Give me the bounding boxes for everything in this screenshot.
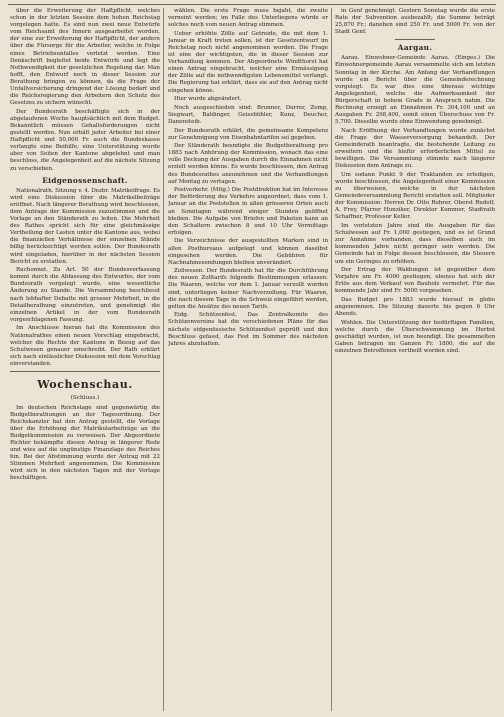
paragraph: Zollwesen. Der Bundesrath hat für die Durchführung des neuen Zolltarifs folgende Bestimmungen erlassen: Die Waaren, welche vor dem 1. Januar verzollt worden sind, unterliegen keiner Nachverzollung. Für Waaren, die nach diesem Tage in die Schweiz eingeführt werden, gelten die Ansätze des neuen Tarifs. — [168, 268, 328, 310]
column-middle — [168, 8, 328, 712]
paragraph: über die Erweiterung der Haftpflicht, welches schon in der letzten Session dem hohen Reichstag vorgelegen hatte. Es sind nun zwei neue Entwürfe vom Reichsamt des Innern ausgearbeitet worden, der eine zur Erweiterung der Haftpflicht, der andere über die Fürsorge für die Arbeiter, welche in Folge eines Betriebsunfalles verletzt werden. Eine Denkschrift begleitet beide Entwürfe und legt die Nothwendigkeit der gesetzlichen Regelung dar. Man hofft, den Entwurf noch in dieser Session zur Berathung bringen zu können, da die Frage der Unfallversicherung dringend der Lösung bedarf und die Reichsregierung den Arbeitern den Schutz des Gesetzes zu sichern wünscht. — [10, 8, 160, 107]
paragraph: Im Anschlusse hieran hat die Kommission des Nationalrathes einen neuen Vorschlag eingebracht, welcher die Rechte der Kantone in Bezug auf das Schulwesen genauer umschreibt. Der Rath erklärt sich nach einlässlicher Diskussion mit dem Vorschlag einverstanden. — [10, 325, 160, 367]
section-rule — [10, 371, 160, 372]
paragraph: wählen. Die erste Frage muss bejaht, die zweite verneint werden; im Falle des Unterliegens würde er solches noch vom neuen Antrag stimmen. — [168, 8, 328, 29]
paragraph: Das Budget pro 1883 wurde hierauf in globo angenommen. Die Sitzung dauerte bis gegen 6 Uhr Abends. — [335, 296, 495, 318]
section-subheading: (Schluss.) — [70, 395, 100, 401]
paragraph: Der Ertrag der Waldungen ist gegenüber dem Vorjahre um Fr. 4000 gestiegen, ebenso hat sich der Erlös aus dem Verkauf von Bauholz vermehrt. Für das kommende Jahr sind Fr. 5000 vorgesehen. — [335, 267, 495, 295]
paragraph: in Genf genehmigt. Gestern Sonntag wurde die erste Rate der Subvention ausbezahlt; die Summe beträgt 25,870 Fr.; daneben sind 250 Fr. und 5000 Fr. von der Stadt Genf. — [335, 8, 495, 36]
paragraph: Der Bundesrath erklärt, die gemeinsame Kompetenz zur Genehmigung von Eisenbahntarifen sei gegeben. — [168, 127, 328, 141]
column-left — [10, 8, 160, 712]
section-rule — [395, 39, 435, 40]
paragraph: Der Bundesrath beschäftigte sich in der abgelaufenen Woche hauptsächlich mit dem Budget. Bekanntlich müssen Gehaltsforderungen nicht gestellt werden. Nun erhält jeder Arbeiter bei einer Haftpflicht und 50,000 Fr. auch die Bundeskasse verlangte eine Beihilfe; eine Unterstützung wurde aber von Seiten der Kantone abgelehnt und man beschloss, die Angelegenheit auf die nächste Sitzung zu verschieben. — [10, 108, 160, 172]
paragraph: Ruchonnet. Zu Art. 50 der Bundesverfassung kommt durch die Abfassung des Entwurfes, der vom Bundesrath vorgelegt wurde, eine wesentliche Änderung zu Stande. Die Versammlung beschliesst nach lebhafter Debatte mit grosser Mehrheit, in die Detailberathung einzutreten, und genehmigt die einzelnen Artikel in der vom Bundesrath vorgeschlagenen Fassung. — [10, 267, 160, 323]
paragraph: Hier wurde abgeändert. — [174, 96, 242, 103]
paragraph: Um sodann Punkt 9 der Traktanden zu erledigen, wurde beschlossen, die Angelegenheit einer Kommission zu überweisen, welche in der nächsten Gemeindeversammlung Bericht erstatten soll. Mitglieder der Kommission: Herren Dr. Otto Rohrer, Oberst Rudolf, A. Frey, Pfarrer Hunziker, Direktor Kummer, Stadtrath Schaffner, Professor Keller. — [335, 171, 495, 221]
paragraph: Die Verzeichnisse der ausgestellten Marken sind in allen Postbureaus aufgelegt und können daselbst eingesehen werden. Die Gebühren für Nachnahmesendungen bleiben unverändert. — [168, 238, 328, 266]
top-rule — [8, 4, 496, 5]
column-right — [335, 8, 495, 712]
section-heading-wochenschau: Wochenschau. — [37, 378, 133, 391]
paragraph: Nationalrath. Sitzung v. 4. Dezbr. Matrikelfrage. Es wird eine Diskussion über die Matrikelbeiträge eröffnet. Nach längerer Berathung wird beschlossen, dem Antrage der Kommission zuzustimmen und die Vorlage an den Ständerath zu leiten. Die Mehrheit des Rathes spricht sich für eine gleichmässige Vertheilung der Lasten unter die Kantone aus, wobei die finanziellen Verhältnisse der einzelnen Stände billig berücksichtigt werden sollen. Der Bundesrath wird eingeladen, hierüber in der nächsten Session Bericht zu erstatten. — [10, 187, 160, 265]
section-heading-aargau: Aargau. — [397, 43, 433, 53]
section-heading-eidgenossenschaft: Eidgenossenschaft. — [42, 175, 128, 185]
paragraph: Eidg. Schützenfest. Das Zentralkomite des Schützenvereins hat die verschiedenen Pläne für das nächste eidgenössische Schützenfest geprüft und den Beschluss gefasst, das Fest im Sommer des nächsten Jahres abzuhalten. — [168, 312, 328, 347]
paragraph: Wohlen. Die Unterstützung der bedürftigen Familien, welche durch die Überschwemmung im Herbst geschädigt wurden, ist nun beendigt. Die gesammelten Gaben betragen im Ganzen Fr. 1800, die auf die einzelnen Betroffenen vertheilt worden sind. — [335, 319, 495, 355]
paragraph: Im vorletzten Jahre sind die Ausgaben für das Schulwesen auf Fr. 1,000 gestiegen, und es ist Grund zur Annahme vorhanden, dass dieselben auch im kommenden Jahre nicht geringer sein werden. Die Gemeinde hat in Folge dessen beschlossen, die Steuern um ein Geringes zu erhöhen. — [335, 223, 495, 265]
paragraph: Nach Eröffnung der Verhandlungen wurde zunächst die Frage der Wasserversorgung behandelt. Der Gemeinderath beantragte, die bestehende Leitung zu erweitern und die hiefür erforderlichen Mittel zu bewilligen. Die Versammlung stimmte nach längerer Diskussion dem Antrage zu. — [335, 127, 495, 170]
paragraph: Der Ständerath beendigte die Budgetberathung pro 1883 nach Anhörung der Kommission, wonach das eine volle Deckung der Ausgaben durch die Einnahmen nicht erzielt werden könne. Es wurde beschlossen, den Antrag des Bundesrathes anzunehmen und die Verhandlungen auf Montag zu vertagen. — [168, 143, 328, 185]
column-divider — [331, 8, 332, 711]
column-divider — [163, 8, 164, 711]
paragraph: Postverkehr. (Mitg.) Die Postdirektion hat im Interesse der Beförderung des Verkehrs angeordnet, dass vom 1. Januar an die Poststellen in allen grösseren Orten auch an Sonntagen während einiger Stunden geöffnet bleiben. Die Aufgabe von Briefen und Paketen kann an den Schaltern zwischen 8 und 10 Uhr Vormittags erfolgen. — [168, 187, 328, 236]
paragraph: Noch ausgeschieden sind: Brunner, Durrer, Zemp, Siegwart, Baldinger, Geissbühler, Kunz, Deucher, Danensteib. — [168, 104, 328, 125]
paragraph: Aarau. Einwohner-Gemeinde Aarau. (Einges.) Die Einwohnergemeinde Aarau versammelte sich am letzten Sonntag in der Kirche. Am Anfang der Verhandlungen wurde ein Bericht über die Gemeinderechnung vorgelegt. Es war dies eine überaus wichtige Angelegenheit, welche die Aufmerksamkeit der Bürgerschaft in hohem Grade in Anspruch nahm. Die Rechnung erzeigt an Einnahmen Fr. 304,100 und an Ausgaben Fr. 298,400, somit einen Überschuss von Fr. 5,700. Dieselbe wurde ohne Einwendung genehmigt. — [335, 55, 495, 126]
paragraph: Ueber erhöhte Zölle auf Getreide, die mit dem 1. Januar in Kraft treten sollen, ist der Gesetzentwurf im Reichstag noch nicht angenommen worden. Die Frage ist eine der wichtigsten, die in dieser Session zur Verhandlung kommen. Der Abgeordnete Windthorst hat einen Antrag eingebracht, welcher eine Ermässigung der Zölle auf die nothwendigsten Lebensmittel verlangt. Die Regierung hat erklärt, dass sie auf den Antrag nicht eingehen könne. — [168, 30, 328, 94]
paragraph: Im deutschen Reichstage sind gegenwärtig die Budgetberathungen an der Tagesordnung. Der Reichskanzler hat den Antrag gestellt, die Vorlage über die Erhöhung der Matrikularbeiträge an die Budgetkommission zu verweisen. Der Abgeordnete Richter bekämpfte diesen Antrag in längerer Rede und wies auf die ungünstige Finanzlage des Reiches hin. Bei der Abstimmung wurde der Antrag mit 22 Stimmen Mehrheit angenommen. Die Kommission wird sich in den nächsten Tagen mit der Vorlage beschäftigen. — [10, 404, 160, 482]
